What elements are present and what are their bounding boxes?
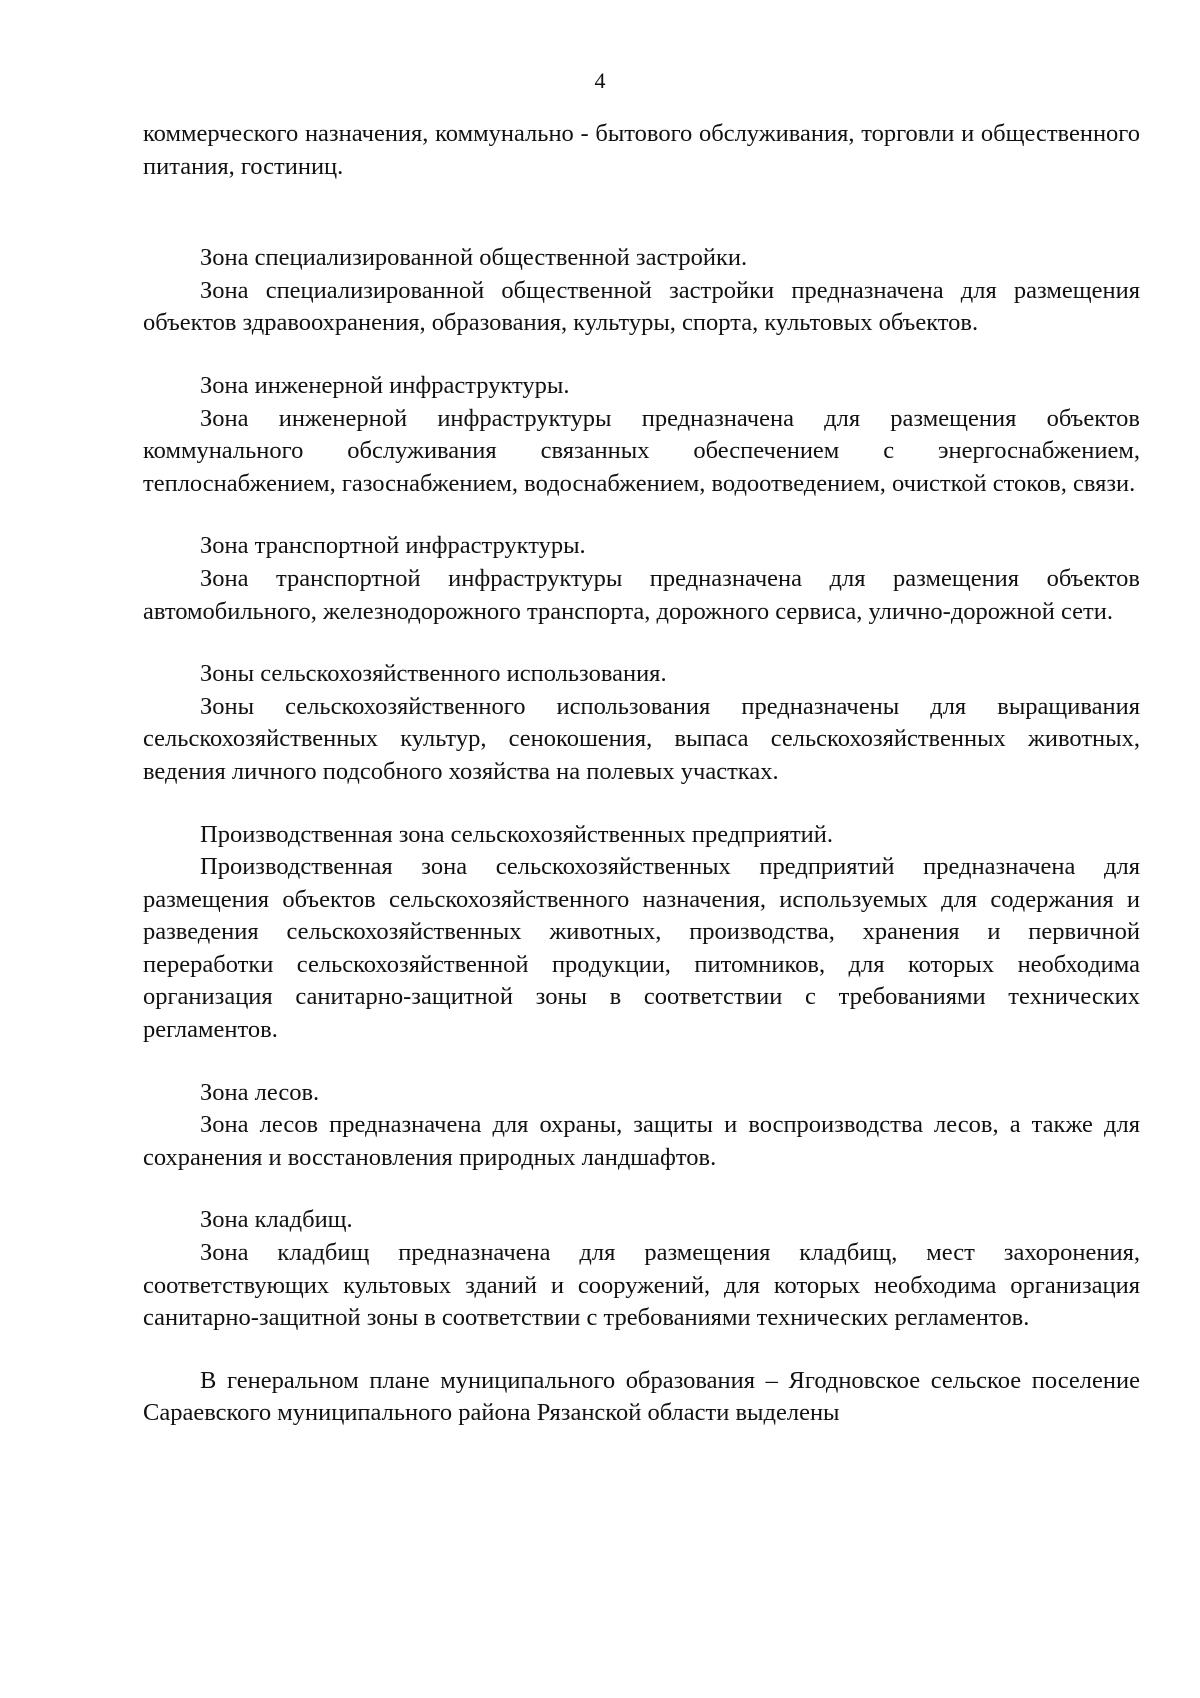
section-text-transport: Зона транспортной инфраструктуры предназначена для размещения объектов автомобильного, железнодорожного транспорта, дорожного сервиса, улично-дорожной сети. (143, 564, 1140, 625)
section-heading-forests: Зона лесов. (200, 1078, 320, 1106)
spacer (143, 500, 1140, 530)
section-heading-specialized-public: Зона специализированной общественной застройки. (200, 244, 748, 272)
section-text-agricultural: Зоны сельскохозяйственного использования предназначены для выращивания сельскохозяйственных культур, сенокошения, выпаса сельскохозяйственных животных, ведения личного подсобного хозяйства на полевых участках. (143, 692, 1140, 785)
section-text-specialized-public: Зона специализированной общественной застройки предназначена для размещения объектов здравоохранения, образования, культуры, спорта, культовых объектов. (143, 276, 1140, 337)
page-number: 4 (594, 68, 606, 93)
spacer (143, 183, 1140, 242)
spacer (143, 1047, 1140, 1077)
section-text-engineering: Зона инженерной инфраструктуры предназначена для размещения объектов коммунального обслуживания связанных обеспечением с энергоснабжением, теплоснабжением, газоснабжением, водоснабжением, водоотведением, очисткой стоков, связи. (143, 404, 1140, 497)
spacer (143, 340, 1140, 370)
section-heading-agricultural: Зоны сельскохозяйственного использования. (200, 660, 667, 688)
spacer (143, 628, 1140, 658)
section-heading-agri-production: Производственная зона сельскохозяйственных предприятий. (200, 820, 834, 848)
spacer (143, 1174, 1140, 1204)
section-heading-transport: Зона транспортной инфраструктуры. (200, 532, 586, 560)
section-text-agri-production: Производственная зона сельскохозяйственных предприятий предназначена для размещения объектов сельскохозяйственного назначения, используемых для содержания и разведения сельскохозяйственных животных, производства, хранения и первичной переработки сельскохозяйственной продукции, питомников, для которых необходима организация санитарно-защитной зоны в соответствии с требованиями технических регламентов. (143, 853, 1140, 1044)
spacer (143, 789, 1140, 819)
section-text-forests: Зона лесов предназначена для охраны, защиты и воспроизводства лесов, а также для сохранения и восстановления природных ландшафтов. (143, 1111, 1140, 1171)
section-heading-engineering: Зона инженерной инфраструктуры. (200, 371, 570, 399)
spacer (143, 1335, 1140, 1365)
section-heading-cemeteries: Зона кладбищ. (200, 1206, 353, 1234)
document-body (143, 118, 1140, 1430)
intro-continuation: коммерческого назначения, коммунально - бытового обслуживания, торговли и общественного питания, гостиниц. (143, 120, 1140, 180)
closing-paragraph: В генеральном плане муниципального образования – Ягодновское сельское поселение Сараевского муниципального района Рязанской области выделены (143, 1366, 1140, 1427)
section-text-cemeteries: Зона кладбищ предназначена для размещения кладбищ, мест захоронения, соответствующих культовых зданий и сооружений, для которых необходима организация санитарно-защитной зоны в соответствии с требованиями технических регламентов. (143, 1239, 1140, 1332)
